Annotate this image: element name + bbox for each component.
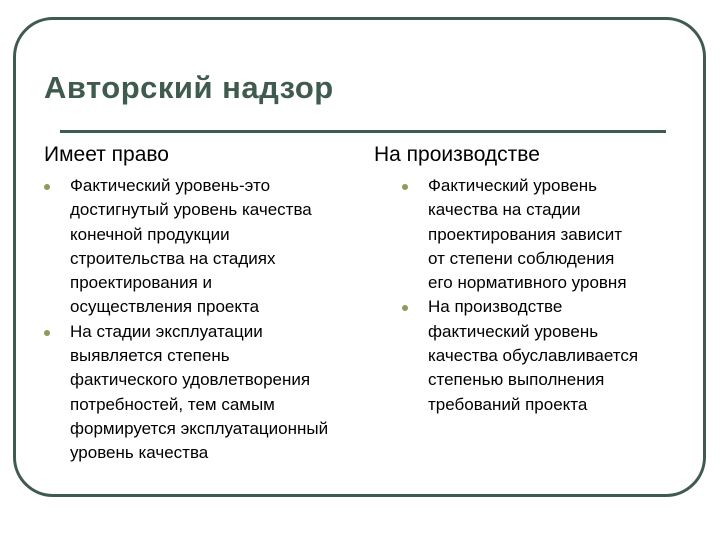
- bullet-text: Фактический уровень качества на стадии проектирования зависит от степени соблюдения его нормативного уровня: [428, 176, 627, 293]
- bullet-icon: [402, 184, 408, 190]
- left-column-header: Имеет право: [44, 143, 169, 166]
- list-item: [402, 295, 692, 416]
- slide-title: Авторский надзор: [44, 70, 334, 105]
- list-item: [402, 174, 692, 295]
- list-item: [44, 174, 384, 320]
- list-item: [44, 320, 384, 466]
- bullet-icon: [44, 330, 50, 336]
- right-column-header: На производстве: [374, 143, 540, 166]
- bullet-icon: [402, 305, 408, 311]
- bullet-icon: [44, 184, 50, 190]
- bullet-text: На стадии эксплуатации выявляется степень фактического удовлетворения потребностей, тем самым формируется эксплуатационный уровень качества: [70, 321, 329, 463]
- bullet-text: На производстве фактический уровень качества обуславливается степенью выполнения требований проекта: [428, 297, 639, 414]
- right-bullet-list: [402, 174, 692, 417]
- title-divider: [60, 130, 666, 133]
- bullet-text: Фактический уровень-это достигнутый уровень качества конечной продукции строительства на стадиях проектирования и осуществления проекта: [70, 176, 312, 317]
- left-bullet-list: [44, 174, 384, 466]
